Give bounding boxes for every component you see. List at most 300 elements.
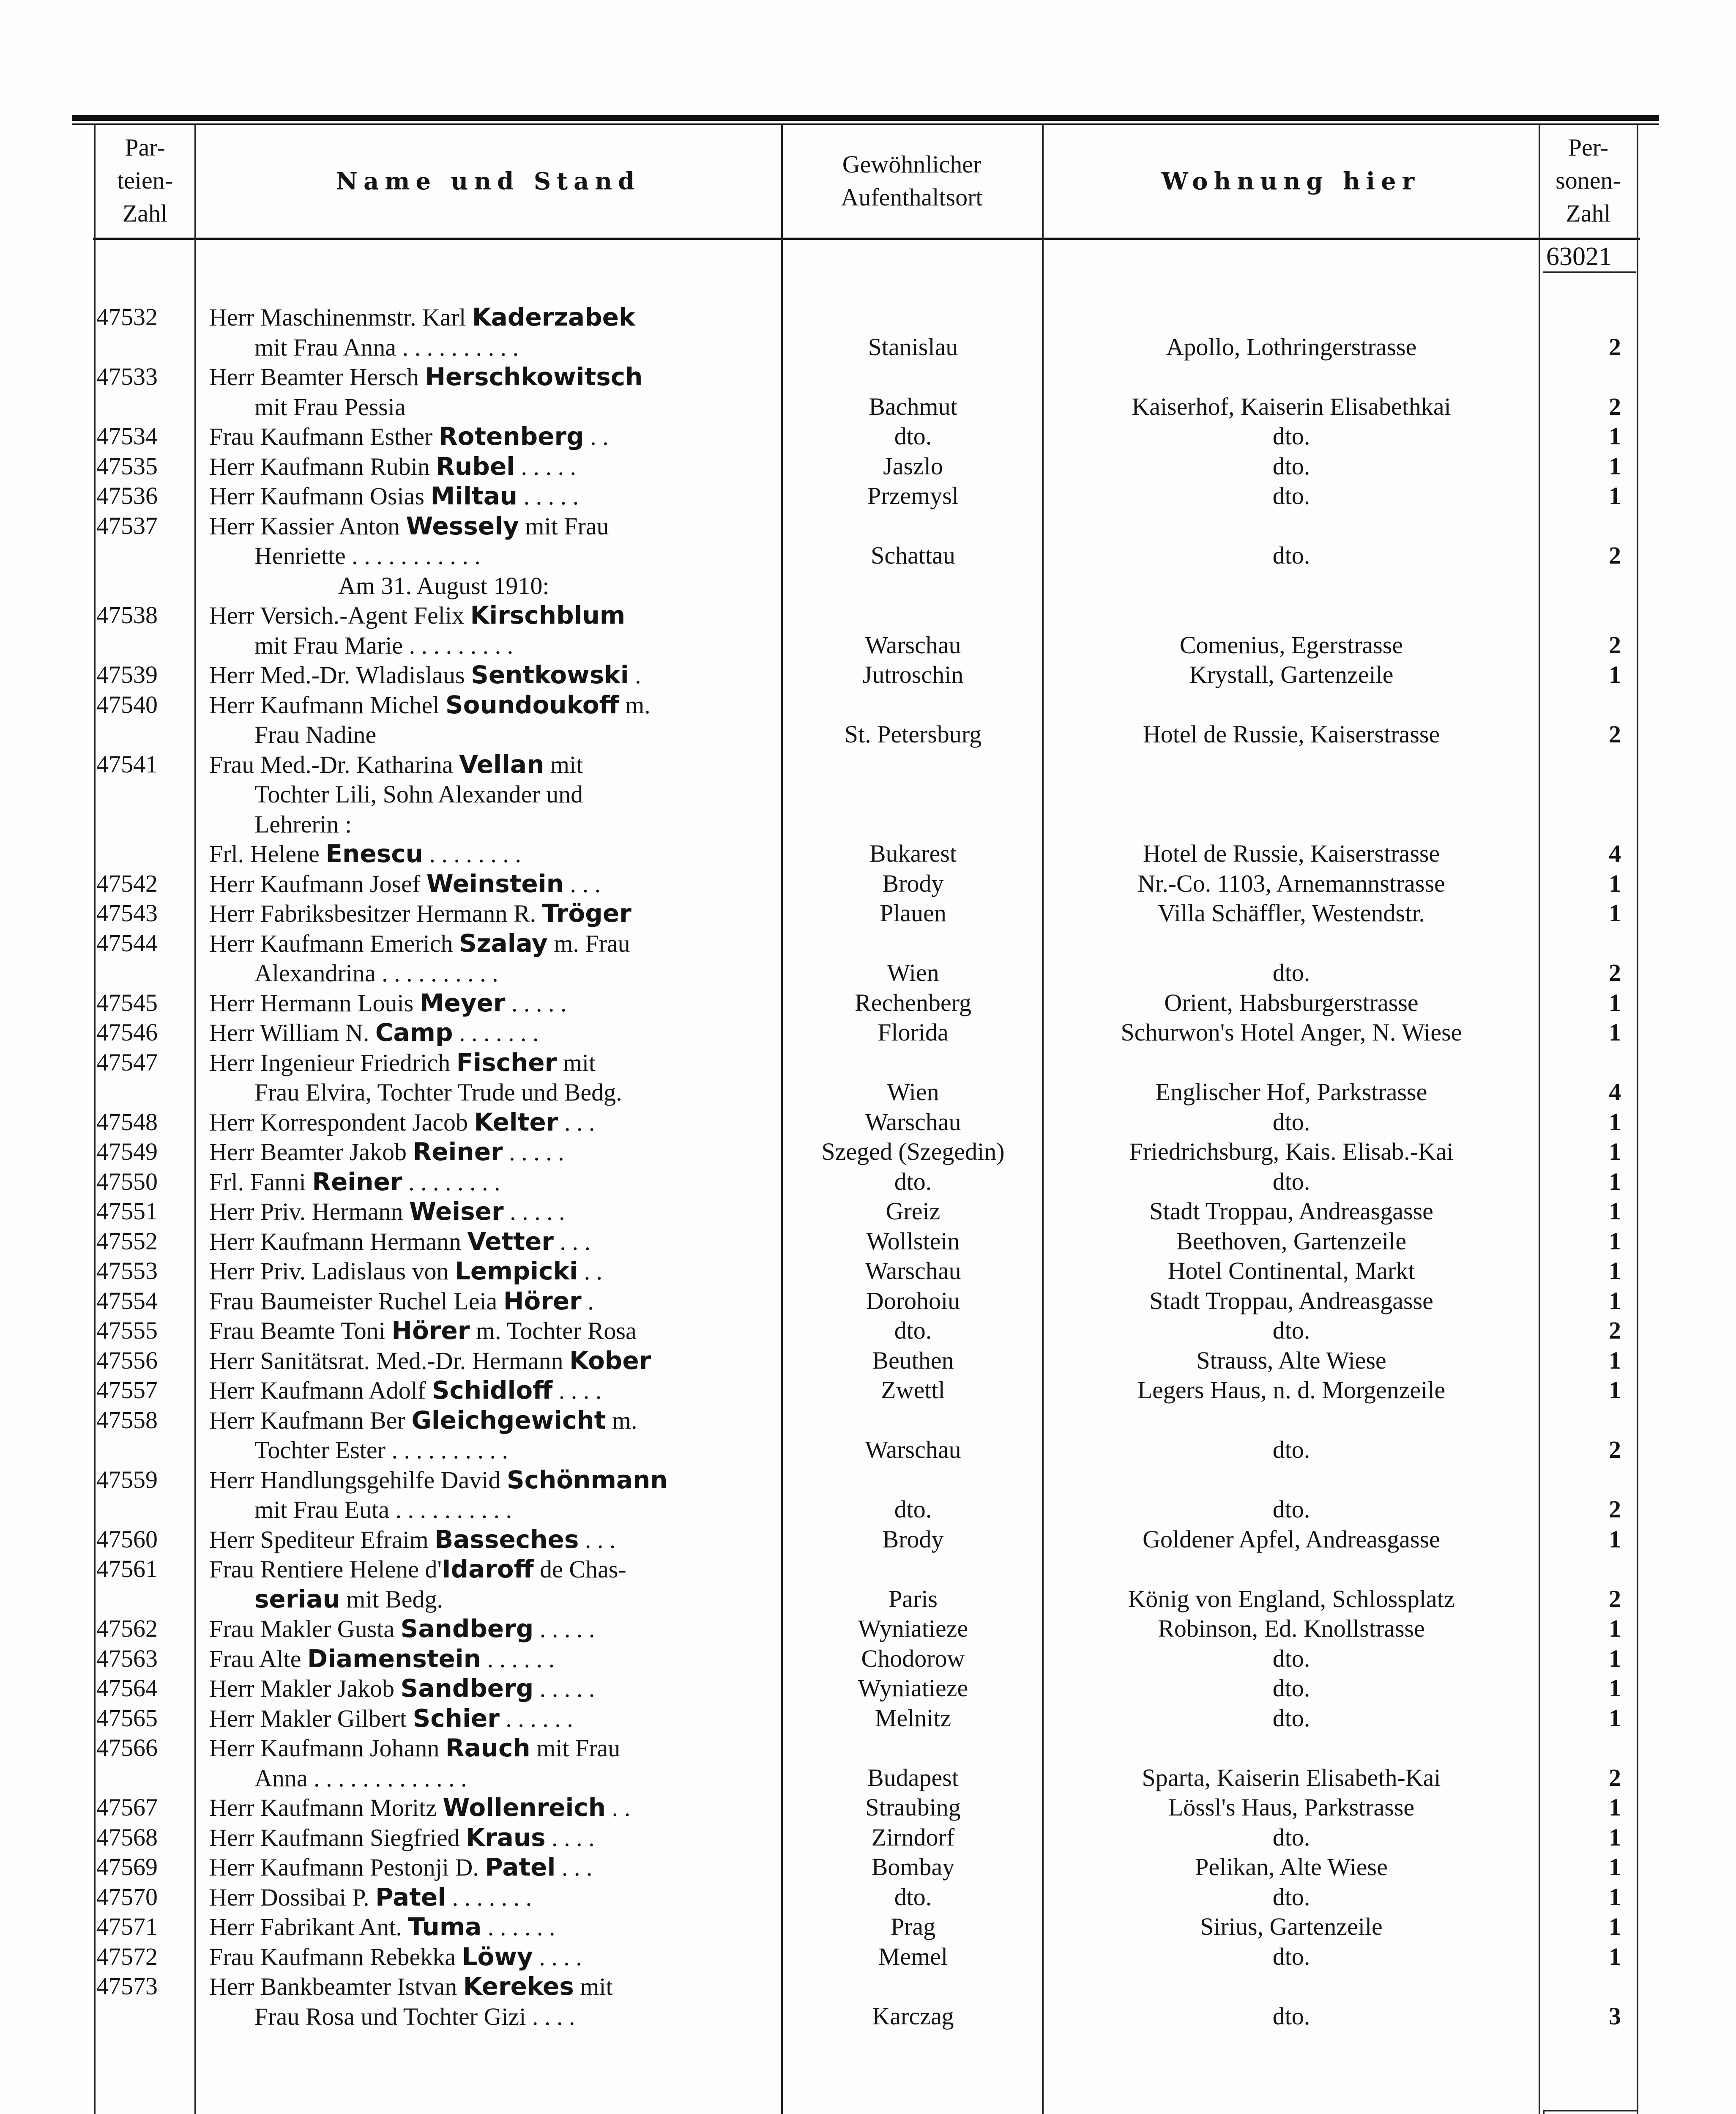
local-lodging: Comenius, Egerstrasse xyxy=(1179,631,1403,659)
top-rule xyxy=(72,115,1659,121)
name-text: Herr Sanitätsrat. Med.-Dr. Hermann xyxy=(209,1347,570,1375)
header-line: sonen- xyxy=(1556,167,1621,194)
table-row xyxy=(0,1882,1736,1912)
local-lodging: Robinson, Ed. Knollstrasse xyxy=(1158,1615,1425,1642)
usual-residence: Warschau xyxy=(865,1436,961,1463)
party-number: 47540 xyxy=(96,691,158,718)
local-lodging: dto. xyxy=(1272,1704,1310,1732)
usual-residence: Wollstein xyxy=(866,1227,960,1255)
name-and-status xyxy=(209,1316,759,1346)
name-text: Frau Baumeister Ruchel Leia xyxy=(209,1287,503,1315)
local-lodging: dto. xyxy=(1272,482,1310,509)
name-and-status xyxy=(209,1167,759,1197)
name-text: Lehrerin : xyxy=(254,811,352,838)
surname: Hörer xyxy=(503,1287,582,1315)
surname: Sandberg xyxy=(400,1614,534,1643)
name-and-status xyxy=(209,1972,759,2002)
party-number: 47557 xyxy=(96,1376,158,1404)
local-lodging: Pelikan, Alte Wiese xyxy=(1195,1853,1388,1881)
name-and-status xyxy=(209,452,759,482)
local-lodging: Goldener Apfel, Andreasgasse xyxy=(1143,1525,1440,1553)
header-name-und-stand: Name und Stand xyxy=(336,167,641,195)
name-suffix: m. Tochter Rosa xyxy=(470,1317,637,1345)
local-lodging: Englischer Hof, Parkstrasse xyxy=(1155,1078,1427,1106)
usual-residence: Zwettl xyxy=(881,1376,945,1404)
table-row xyxy=(0,571,1736,600)
table-row xyxy=(0,1346,1736,1375)
name-text: Herr Fabrikant Ant. xyxy=(209,1913,408,1941)
table-row xyxy=(0,1823,1736,1852)
usual-residence: Florida xyxy=(878,1019,949,1046)
name-and-status xyxy=(254,779,804,809)
usual-residence: Wien xyxy=(887,959,939,986)
name-and-status xyxy=(209,511,759,541)
table-row xyxy=(0,1525,1736,1554)
party-number: 47534 xyxy=(96,422,158,450)
name-suffix: . . xyxy=(584,423,609,450)
name-suffix: . . . . . . xyxy=(481,1913,555,1941)
usual-residence: Prag xyxy=(890,1913,936,1940)
table-row xyxy=(0,1107,1736,1137)
table-row xyxy=(0,690,1736,720)
usual-residence: Warschau xyxy=(865,1108,961,1136)
surname: Patel xyxy=(375,1883,446,1911)
usual-residence: Jaszlo xyxy=(883,452,943,480)
person-count: 2 xyxy=(1609,1317,1621,1344)
table-row xyxy=(0,422,1736,451)
local-lodging: Beethoven, Gartenzeile xyxy=(1176,1227,1407,1255)
party-number: 47572 xyxy=(96,1943,158,1970)
table-row xyxy=(0,1793,1736,1822)
name-and-status xyxy=(254,1077,804,1107)
local-lodging: dto. xyxy=(1272,1495,1310,1523)
name-and-status xyxy=(209,1614,759,1644)
surname: Basseches xyxy=(435,1525,579,1554)
local-lodging: Lössl's Haus, Parkstrasse xyxy=(1168,1794,1415,1821)
person-count: 2 xyxy=(1609,720,1621,748)
usual-residence: Memel xyxy=(878,1943,948,1970)
table-row xyxy=(0,392,1736,422)
name-text: Herr Kaufmann Adolf xyxy=(209,1377,432,1404)
name-and-status xyxy=(209,1405,759,1435)
usual-residence: Bombay xyxy=(871,1853,955,1881)
name-suffix: mit xyxy=(544,751,583,778)
usual-residence: Wien xyxy=(887,1078,939,1106)
name-suffix: mit xyxy=(574,1973,613,2000)
name-text: mit Frau Anna . . . . . . . . . . xyxy=(254,334,519,361)
name-and-status xyxy=(254,1435,804,1465)
surname: Herschkowitsch xyxy=(425,362,643,391)
usual-residence: Warschau xyxy=(865,631,961,659)
table-row xyxy=(0,630,1736,660)
table-row xyxy=(0,1584,1736,1614)
party-number: 47564 xyxy=(96,1674,158,1702)
name-suffix: . . . xyxy=(555,1854,593,1881)
local-lodging: Stadt Troppau, Andreasgasse xyxy=(1149,1287,1433,1314)
name-and-status xyxy=(209,1197,759,1227)
name-suffix: m. xyxy=(619,691,651,719)
name-text: Herr Fabriksbesitzer Hermann R. xyxy=(209,900,542,927)
name-and-status xyxy=(209,1346,759,1376)
person-count: 1 xyxy=(1609,1824,1621,1851)
person-count: 1 xyxy=(1609,1227,1621,1255)
surname: Kelter xyxy=(474,1108,558,1136)
name-suffix: . . . . . xyxy=(505,989,567,1017)
usual-residence: Paris xyxy=(889,1585,938,1613)
surname: Enescu xyxy=(325,839,423,868)
usual-residence: Dorohoiu xyxy=(866,1287,960,1314)
name-suffix: . . . . . . . xyxy=(453,1019,539,1046)
person-count: 1 xyxy=(1609,1376,1621,1404)
person-count: 1 xyxy=(1609,1287,1621,1314)
surname: Tuma xyxy=(408,1912,482,1941)
name-text: mit Frau Marie . . . . . . . . . xyxy=(254,632,514,659)
party-number: 47532 xyxy=(96,303,158,331)
table-row xyxy=(0,1435,1736,1465)
name-and-status xyxy=(209,1227,759,1257)
local-lodging: Stadt Troppau, Andreasgasse xyxy=(1149,1197,1433,1225)
name-text: Anna . . . . . . . . . . . . . xyxy=(254,1764,467,1792)
party-number: 47550 xyxy=(96,1168,158,1195)
person-count: 1 xyxy=(1609,1019,1621,1046)
name-text: Frau Rosa und Tochter Gizi . . . . xyxy=(254,2003,575,2030)
person-count: 1 xyxy=(1609,1347,1621,1374)
party-number: 47573 xyxy=(96,1972,158,2000)
name-text: mit Frau Pessia xyxy=(254,393,406,421)
person-count: 2 xyxy=(1609,333,1621,361)
local-lodging: dto. xyxy=(1272,1168,1310,1195)
person-count: 1 xyxy=(1609,661,1621,688)
name-and-status xyxy=(209,1733,759,1763)
name-and-status xyxy=(209,362,759,392)
name-text: Herr Ingenieur Friedrich xyxy=(209,1049,457,1076)
party-number: 47551 xyxy=(96,1197,158,1225)
surname: Sentkowski xyxy=(471,660,629,689)
name-text: Frau Kaufmann Esther xyxy=(209,423,439,450)
carry-out-box xyxy=(1543,2110,1638,2114)
party-number: 47571 xyxy=(96,1913,158,1940)
surname: Wollenreich xyxy=(443,1793,606,1822)
local-lodging: dto. xyxy=(1272,1436,1310,1463)
header-rule xyxy=(93,238,1640,240)
usual-residence: Wyniatieze xyxy=(858,1674,968,1702)
table-row xyxy=(0,302,1736,332)
name-text: Herr Kaufmann Josef xyxy=(209,870,426,898)
table-row xyxy=(0,1286,1736,1316)
surname: Schönmann xyxy=(506,1465,668,1494)
name-and-status xyxy=(209,1703,759,1733)
local-lodging: dto. xyxy=(1272,1317,1310,1344)
party-number: 47546 xyxy=(96,1019,158,1046)
local-lodging: dto. xyxy=(1272,452,1310,480)
surname: Camp xyxy=(375,1018,453,1047)
usual-residence: Wyniatieze xyxy=(858,1615,968,1642)
party-number: 47535 xyxy=(96,452,158,480)
table-row xyxy=(0,332,1736,362)
surname: Kober xyxy=(569,1346,651,1375)
local-lodging: Kaiserhof, Kaiserin Elisabethkai xyxy=(1132,393,1451,420)
name-text: Frau Rentiere Helene d' xyxy=(209,1555,442,1583)
surname: Rauch xyxy=(445,1733,530,1762)
name-and-status xyxy=(209,481,759,511)
surname: Kraus xyxy=(466,1823,546,1852)
party-number: 47533 xyxy=(96,363,158,390)
table-row xyxy=(0,481,1736,511)
name-suffix: . . . . xyxy=(533,1943,582,1971)
name-text: Herr Kaufmann Hermann xyxy=(209,1228,467,1255)
name-and-status xyxy=(209,1882,759,1912)
table-row xyxy=(0,362,1736,392)
table-row xyxy=(0,1942,1736,1972)
local-lodging: Apollo, Lothringerstrasse xyxy=(1166,333,1417,361)
name-and-status xyxy=(209,839,759,869)
name-and-status xyxy=(209,1465,759,1495)
name-and-status xyxy=(254,630,804,660)
person-count: 2 xyxy=(1609,1495,1621,1523)
usual-residence: Zirndorf xyxy=(871,1824,955,1851)
surname: Hörer xyxy=(391,1316,470,1345)
name-suffix: . . . . xyxy=(545,1824,595,1851)
table-row xyxy=(0,1316,1736,1345)
person-count: 1 xyxy=(1609,1108,1621,1136)
person-count: 1 xyxy=(1609,1853,1621,1881)
party-number: 47566 xyxy=(96,1734,158,1761)
name-suffix: m. Frau xyxy=(547,930,630,957)
name-text: Herr Dossibai P. xyxy=(209,1884,376,1911)
table-row xyxy=(0,720,1736,749)
name-suffix: . . . . . xyxy=(515,453,577,480)
name-suffix: . xyxy=(629,661,641,689)
carry-in-box xyxy=(1543,242,1636,273)
party-number: 47541 xyxy=(96,750,158,778)
party-number: 47548 xyxy=(96,1108,158,1136)
surname: Weinstein xyxy=(426,869,564,898)
name-text: Henriette . . . . . . . . . . . xyxy=(254,542,481,570)
name-text: Herr Beamter Hersch xyxy=(209,363,425,391)
surname: Idaroff xyxy=(441,1555,534,1583)
usual-residence: Melnitz xyxy=(875,1704,951,1732)
name-and-status xyxy=(254,332,804,362)
name-suffix: m. xyxy=(606,1407,637,1434)
name-text: Herr Spediteur Efraim xyxy=(209,1526,435,1553)
usual-residence: Bukarest xyxy=(869,840,957,867)
person-count: 1 xyxy=(1609,1704,1621,1732)
usual-residence: St. Petersburg xyxy=(844,720,982,748)
name-and-status xyxy=(254,1495,804,1525)
surname: Patel xyxy=(485,1853,556,1881)
name-text: Alexandrina . . . . . . . . . . xyxy=(254,959,498,987)
table-row xyxy=(0,1256,1736,1286)
table-row xyxy=(0,1227,1736,1256)
name-suffix: . . . . . . xyxy=(499,1705,573,1732)
header-line: Par- xyxy=(125,134,165,161)
table-row xyxy=(0,1644,1736,1673)
name-suffix: . . . xyxy=(563,870,601,898)
person-count: 1 xyxy=(1609,989,1621,1016)
surname: Soundoukoff xyxy=(445,690,619,719)
table-row xyxy=(0,1048,1736,1077)
name-and-status xyxy=(209,422,759,452)
local-lodging: dto. xyxy=(1272,1674,1310,1702)
person-count: 4 xyxy=(1609,1078,1621,1106)
local-lodging: Krystall, Gartenzeile xyxy=(1189,661,1394,688)
local-lodging: König von England, Schlossplatz xyxy=(1128,1585,1455,1613)
party-number: 47556 xyxy=(96,1347,158,1374)
name-text: Frau Makler Gusta xyxy=(209,1615,401,1643)
surname: Szalay xyxy=(459,929,548,958)
header-wohnung: Wohnung hier xyxy=(1161,167,1421,195)
name-text: Herr Kaufmann Osias xyxy=(209,482,431,510)
name-suffix: . . xyxy=(577,1257,602,1285)
name-suffix: . . . . . xyxy=(517,482,579,510)
name-and-status xyxy=(209,302,759,332)
party-number: 47545 xyxy=(96,989,158,1016)
local-lodging: dto. xyxy=(1272,1108,1310,1136)
name-suffix: . . . . xyxy=(552,1377,602,1404)
usual-residence: Beuthen xyxy=(872,1347,954,1374)
name-and-status xyxy=(209,750,759,780)
name-text: Frau Nadine xyxy=(254,721,377,748)
name-suffix: . . . xyxy=(553,1228,591,1255)
name-text: Herr Maschinenmstr. Karl xyxy=(209,304,472,331)
name-text: Frau Elvira, Tochter Trude und Bedg. xyxy=(254,1079,622,1106)
party-number: 47563 xyxy=(96,1645,158,1672)
party-number: 47537 xyxy=(96,512,158,539)
name-text: Herr Kaufmann Siegfried xyxy=(209,1824,466,1851)
person-count: 1 xyxy=(1609,1943,1621,1970)
top-rule-thin xyxy=(72,123,1659,125)
person-count: 2 xyxy=(1609,1764,1621,1791)
person-count: 1 xyxy=(1609,1674,1621,1702)
name-text: Herr Kaufmann Ber xyxy=(209,1407,412,1434)
table-row xyxy=(0,869,1736,898)
party-number: 47570 xyxy=(96,1883,158,1911)
person-count: 1 xyxy=(1609,1883,1621,1911)
table-row xyxy=(0,1167,1736,1197)
table-row xyxy=(0,988,1736,1018)
person-count: 4 xyxy=(1609,840,1621,867)
usual-residence: Szeged (Szegedin) xyxy=(821,1138,1005,1165)
name-and-status xyxy=(254,541,804,571)
name-and-status xyxy=(209,1644,759,1674)
surname: Fischer xyxy=(456,1048,557,1077)
name-text: Herr Makler Jakob xyxy=(209,1675,401,1702)
local-lodging: Sirius, Gartenzeile xyxy=(1200,1913,1383,1940)
party-number: 47567 xyxy=(96,1794,158,1821)
party-number: 47553 xyxy=(96,1257,158,1284)
name-suffix: . xyxy=(581,1287,594,1315)
surname: Weiser xyxy=(409,1197,504,1226)
person-count: 1 xyxy=(1609,1645,1621,1672)
party-number: 47543 xyxy=(96,899,158,927)
usual-residence: Straubing xyxy=(865,1794,961,1821)
usual-residence: Plauen xyxy=(880,899,946,927)
person-count: 1 xyxy=(1609,1197,1621,1225)
table-row xyxy=(0,1137,1736,1167)
name-and-status xyxy=(209,1823,759,1853)
surname: Sandberg xyxy=(400,1674,534,1703)
name-text: Herr Bankbeamter Istvan xyxy=(209,1973,463,2000)
name-and-status xyxy=(209,1912,759,1942)
table-row xyxy=(0,1972,1736,2001)
name-and-status xyxy=(254,1584,804,1614)
table-row xyxy=(0,1912,1736,1941)
usual-residence: Przemysl xyxy=(867,482,959,509)
table-row xyxy=(0,1554,1736,1584)
person-count: 2 xyxy=(1609,631,1621,659)
name-text: Herr Med.-Dr. Wladislaus xyxy=(209,661,471,689)
person-count: 2 xyxy=(1609,959,1621,986)
usual-residence: Karczag xyxy=(872,2002,954,2030)
table-row xyxy=(0,1763,1736,1793)
name-suffix: . . xyxy=(606,1794,631,1821)
local-lodging: Friedrichsburg, Kais. Elisab.-Kai xyxy=(1129,1138,1454,1165)
name-text: Frau Kaufmann Rebekka xyxy=(209,1943,462,1971)
name-text: Herr Kassier Anton xyxy=(209,512,406,540)
name-and-status xyxy=(254,1763,804,1793)
party-number: 47544 xyxy=(96,929,158,957)
name-text: Frau Alte xyxy=(209,1645,307,1673)
name-and-status xyxy=(209,1256,759,1286)
table-row xyxy=(0,541,1736,570)
party-number: 47560 xyxy=(96,1525,158,1553)
table-row xyxy=(0,1614,1736,1643)
usual-residence: Budapest xyxy=(867,1764,959,1791)
local-lodging: Hotel Continental, Markt xyxy=(1167,1257,1415,1284)
name-and-status xyxy=(209,690,759,720)
name-and-status xyxy=(209,1137,759,1167)
name-text: Herr Kaufmann Emerich xyxy=(209,930,459,957)
name-text: Tochter Lili, Sohn Alexander und xyxy=(254,780,583,808)
header-line: teien- xyxy=(117,167,173,194)
person-count: 3 xyxy=(1609,2002,1621,2030)
local-lodging: dto. xyxy=(1272,1943,1310,1970)
table-row xyxy=(0,660,1736,690)
surname: Wessely xyxy=(406,512,519,540)
table-row xyxy=(0,1852,1736,1882)
name-and-status xyxy=(209,869,759,899)
name-text: Herr Handlungsgehilfe David xyxy=(209,1466,507,1494)
local-lodging: dto. xyxy=(1272,1883,1310,1911)
table-row xyxy=(0,750,1736,779)
header-line: Aufenthaltsort xyxy=(841,183,983,211)
usual-residence: Bachmut xyxy=(869,393,957,420)
table-row xyxy=(0,452,1736,481)
surname: Tröger xyxy=(542,899,632,928)
table-row xyxy=(0,839,1736,868)
usual-residence: dto. xyxy=(894,422,932,450)
party-number: 47538 xyxy=(96,601,158,629)
surname: Rotenberg xyxy=(438,422,584,451)
local-lodging: dto. xyxy=(1272,1824,1310,1851)
name-and-status xyxy=(209,1525,759,1555)
name-and-status xyxy=(254,809,804,839)
surname: Schier xyxy=(413,1704,500,1733)
name-suffix: . . . . . xyxy=(533,1675,595,1702)
table-row xyxy=(0,1077,1736,1107)
name-and-status xyxy=(209,1673,759,1703)
surname: Miltau xyxy=(430,482,518,510)
name-and-status xyxy=(209,660,759,690)
surname: Meyer xyxy=(419,989,506,1017)
name-suffix: . . . . . . xyxy=(481,1645,555,1673)
local-lodging: Schurwon's Hotel Anger, N. Wiese xyxy=(1121,1019,1462,1046)
name-and-status xyxy=(209,1852,759,1882)
local-lodging: dto. xyxy=(1272,2002,1310,2030)
person-count: 1 xyxy=(1609,1615,1621,1642)
name-text: Herr Kaufmann Johann xyxy=(209,1734,446,1762)
header-aufenthaltsort xyxy=(783,148,1041,214)
